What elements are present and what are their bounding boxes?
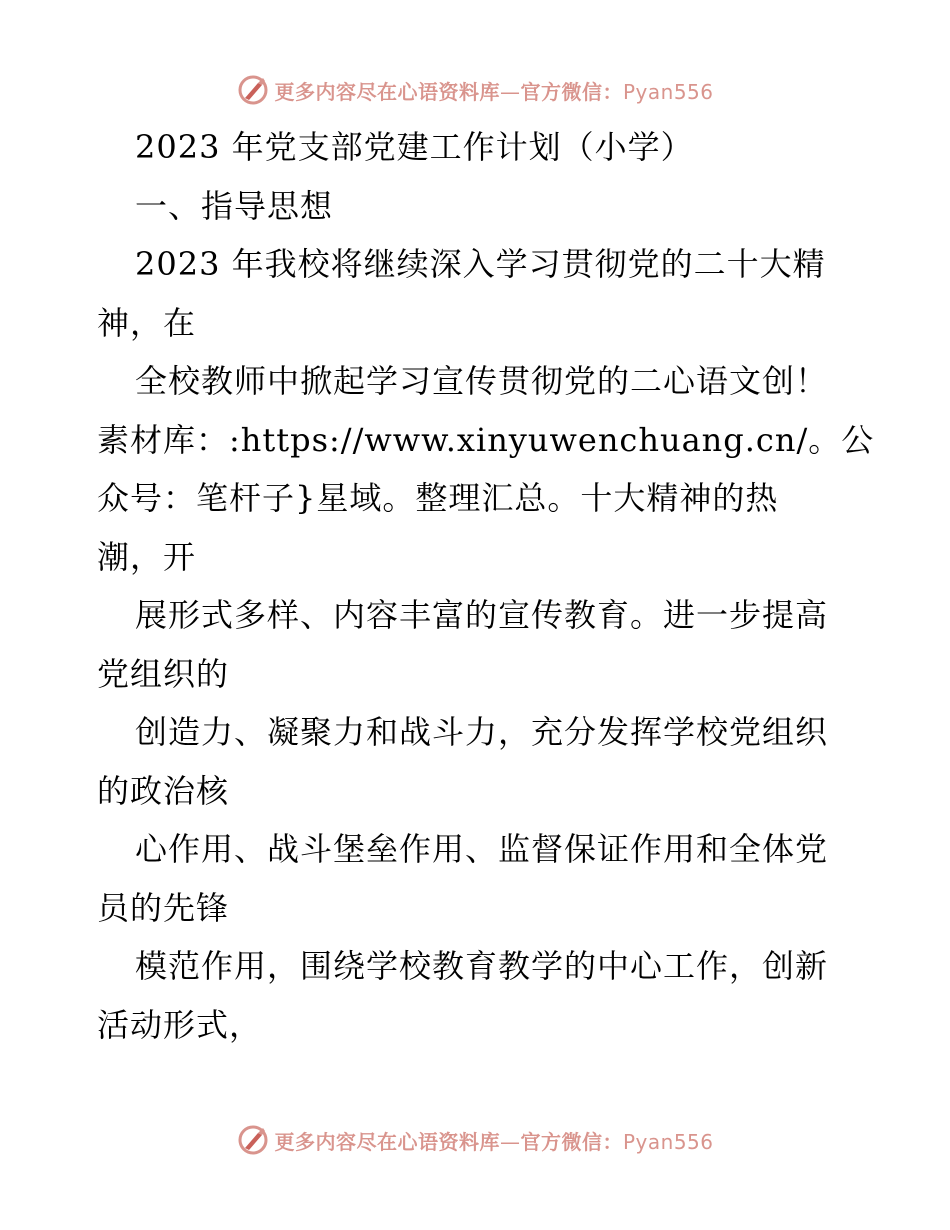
paragraph-line: 神，在 (97, 303, 197, 342)
document-body (97, 118, 875, 1054)
paragraph-line: 活动形式， (97, 1005, 263, 1044)
footer-watermark-banner (0, 1120, 950, 1160)
header-watermark-banner (0, 70, 950, 110)
paragraph-line: 全校教师中掀起学习宣传贯彻党的二心语文创！ (135, 362, 829, 400)
paragraph-line: 2023 年我校将继续深入学习贯彻党的二十大精 (135, 245, 826, 283)
paragraph-line: 潮，开 (97, 537, 197, 576)
pen-logo-icon (236, 73, 270, 107)
banner-text: 更多内容尽在心语资料库—官方微信：Pyan556 (274, 79, 714, 104)
pen-logo-icon (236, 1123, 270, 1157)
paragraph-line: 的政治核 (97, 771, 230, 810)
paragraph-line: 员的先锋 (97, 888, 230, 927)
paragraph-line: 党组织的 (97, 654, 230, 693)
paragraph-line: 心作用、战斗堡垒作用、监督保证作用和全体党 (135, 830, 829, 868)
section-heading: 一、指导思想 (135, 186, 334, 225)
paragraph-line: 模范作用，围绕学校教育教学的中心工作，创新 (135, 947, 829, 985)
banner-text: 更多内容尽在心语资料库—官方微信：Pyan556 (274, 1129, 714, 1154)
paragraph-line: 众号：笔杆子}星域。整理汇总。十大精神的热 (97, 479, 779, 517)
document-title: 2023 年党支部党建工作计划（小学） (135, 128, 694, 166)
paragraph-line: 展形式多样、内容丰富的宣传教育。进一步提高 (135, 596, 829, 634)
paragraph-line: 素材库：:https://www.xinyuwenchuang.cn/。公 (97, 420, 875, 459)
paragraph-line: 创造力、凝聚力和战斗力，充分发挥学校党组织 (135, 713, 829, 751)
